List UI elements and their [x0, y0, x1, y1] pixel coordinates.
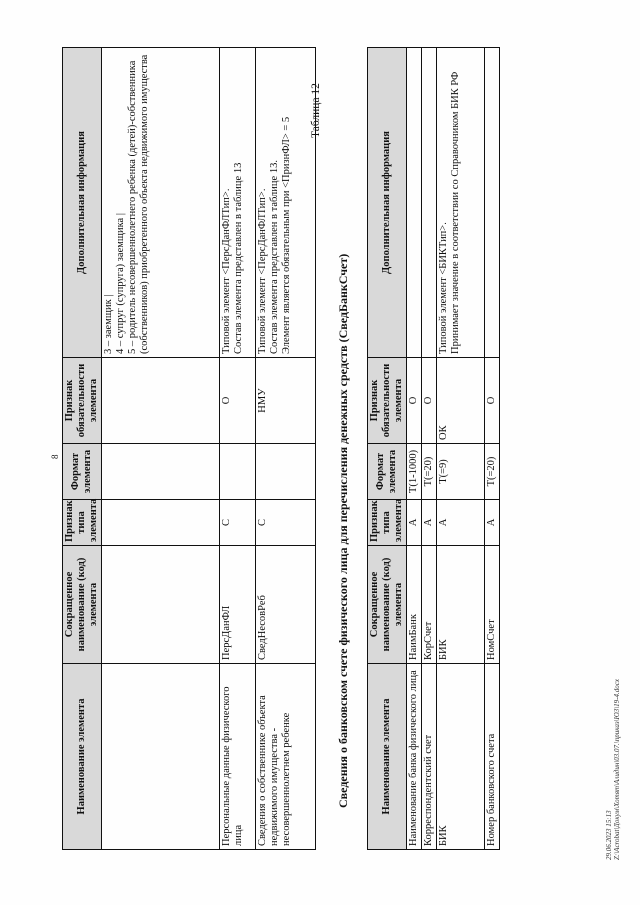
cell: Т(1-1000)	[407, 444, 422, 500]
table-12	[367, 47, 500, 850]
table-caption: Таблица 12	[310, 83, 322, 138]
cell: НаимБанк	[407, 546, 422, 664]
cell: О	[485, 358, 500, 444]
cell: А	[422, 500, 437, 546]
header-cell: Формат элемента	[368, 444, 407, 500]
header-cell: Сокращенное наименование (код) элемента	[63, 546, 102, 664]
header-cell: Признак обязательности элемента	[63, 358, 102, 444]
cell	[220, 444, 256, 500]
cell: СведНесовРеб	[256, 546, 316, 664]
table-row	[485, 48, 500, 850]
cell: Типовой элемент <ПерсДанФЛТип>. Состав элемента представлен в таблице 13. Элемент является обязательным при <ПризнФЛ> = 5	[256, 48, 316, 358]
table-row	[422, 48, 437, 850]
cell: Корреспондентский счет	[422, 664, 437, 850]
cell: Т(=20)	[485, 444, 500, 500]
cell: С	[256, 500, 316, 546]
cell	[102, 358, 220, 444]
cell	[102, 546, 220, 664]
cell: Типовой элемент <БИКТип>. Принимает значение в соответствии со Справочником БИК РФ	[437, 48, 485, 358]
cell: Наименование банка физического лица	[407, 664, 422, 850]
header-cell: Сокращенное наименование (код) элемента	[368, 546, 407, 664]
cell: КорСчет	[422, 546, 437, 664]
cell	[102, 664, 220, 850]
cell: БИК	[437, 546, 485, 664]
cell: ПерсДанФЛ	[220, 546, 256, 664]
cell	[422, 48, 437, 358]
cell: БИК	[437, 664, 485, 850]
cell: О	[220, 358, 256, 444]
cell: Т(=20)	[422, 444, 437, 500]
table-row	[256, 48, 316, 850]
header-cell: Дополнительная информация	[63, 48, 102, 358]
footer-stamp	[605, 679, 621, 860]
header-cell: Признак типа элемента	[63, 500, 102, 546]
cell: Сведения о собственнике объекта недвижимого имущества - несовершеннолетнем ребенке	[256, 664, 316, 850]
cell: А	[437, 500, 485, 546]
cell: Номер банковского счета	[485, 664, 500, 850]
cell: О	[407, 358, 422, 444]
table-11	[62, 47, 316, 850]
table-header-row	[368, 48, 407, 850]
cell: ОК	[437, 358, 485, 444]
cell: НМУ	[256, 358, 316, 444]
header-cell: Наименование элемента	[63, 664, 102, 850]
footer-date: 29.06.2023 15:13	[605, 810, 613, 860]
header-cell: Дополнительная информация	[368, 48, 407, 358]
table-row	[407, 48, 422, 850]
table-row	[437, 48, 485, 850]
cell: Т(=9)	[437, 444, 485, 500]
cell	[102, 444, 220, 500]
page-number: 8	[50, 454, 60, 459]
cell	[407, 48, 422, 358]
rotated-content	[20, 20, 620, 880]
cell: А	[407, 500, 422, 546]
table-row	[102, 48, 220, 850]
footer-path: Z:\Acrobat\Докум\Хотят\Алидин\03.07.\приказ\Ю3\19-4.docx	[613, 679, 621, 860]
cell: О	[422, 358, 437, 444]
table-row	[220, 48, 256, 850]
cell: А	[485, 500, 500, 546]
header-cell: Признак типа элемента	[368, 500, 407, 546]
header-cell: Наименование элемента	[368, 664, 407, 850]
header-cell: Признак обязательности элемента	[368, 358, 407, 444]
header-cell: Формат элемента	[63, 444, 102, 500]
cell: Персональные данные физического лица	[220, 664, 256, 850]
cell: С	[220, 500, 256, 546]
cell: 3 – заемщик | 4 – супруг (супруга) заемщика | 5 – родитель несовершеннолетнего ребенка (детей)-собственника (собственников) приобретенного объекта недвижимого имущества	[102, 48, 220, 358]
cell	[256, 444, 316, 500]
table-title: Сведения о банковском счете физического лица для перечисления денежных средств (СведБанкСчет)	[336, 253, 350, 808]
cell	[485, 48, 500, 358]
cell	[102, 500, 220, 546]
cell: Типовой элемент <ПерсДанФЛТип>. Состав элемента представлен в таблице 13	[220, 48, 256, 358]
cell: НомСчет	[485, 546, 500, 664]
table-header-row	[63, 48, 102, 850]
